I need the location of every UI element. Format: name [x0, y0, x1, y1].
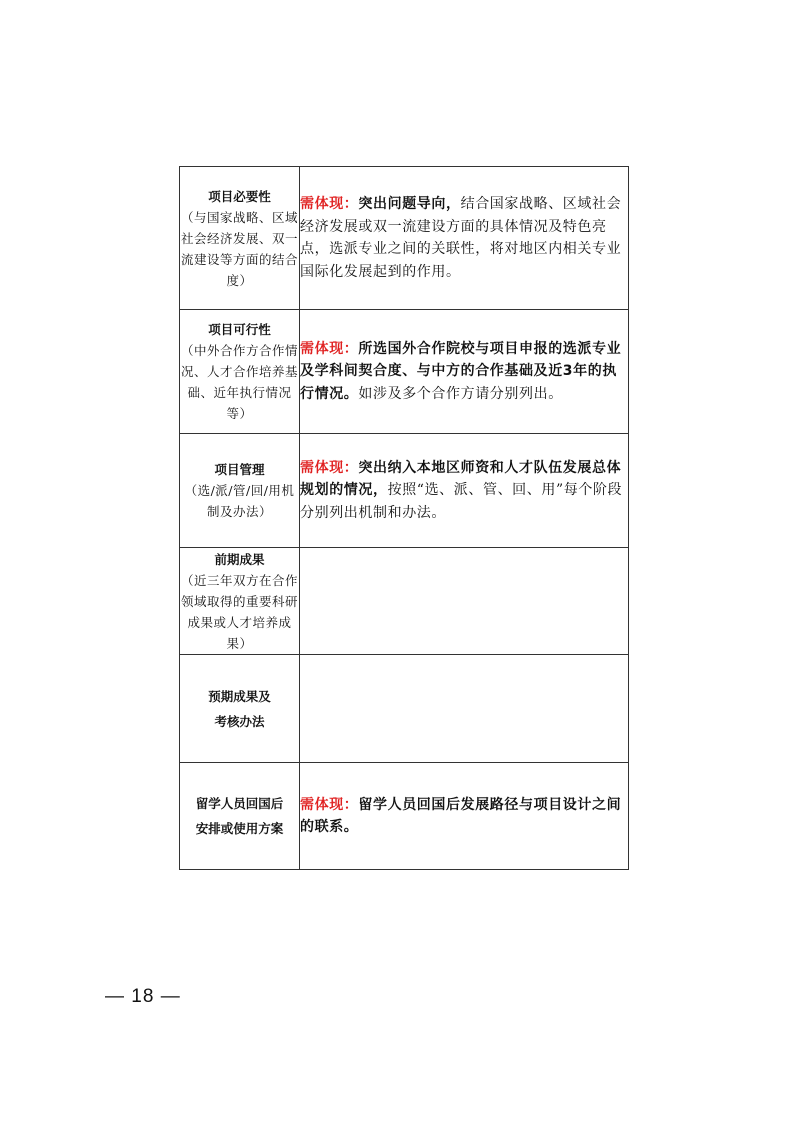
necessity-req-label: 需体现： [300, 196, 359, 212]
return-arrangement-content-cell[interactable] [300, 763, 629, 870]
management-req-text: 按照“选、派、管、回、用”每个阶段分别列出机制和办法。 [300, 482, 623, 521]
expected-results-title-line1: 预期成果及 [208, 688, 271, 704]
prior-results-label-cell [180, 548, 300, 655]
necessity-label-cell [180, 167, 300, 310]
management-req-label: 需体现： [300, 459, 359, 476]
feasibility-req-text: 如涉及多个合作方请分别列出。 [358, 385, 563, 402]
return-arrangement-title-line2: 安排或使用方案 [195, 821, 284, 836]
necessity-title: 项目必要性 [208, 188, 271, 204]
management-label-cell [180, 434, 300, 548]
expected-results-row [180, 655, 629, 763]
expected-results-title-line2: 考核办法 [214, 713, 265, 729]
feasibility-subtitle: （中外合作方合作情况、人才合作培养基础、近年执行情况等） [180, 343, 298, 421]
return-arrangement-req-label: 需体现： [300, 796, 359, 813]
feasibility-req-label: 需体现： [300, 340, 359, 357]
expected-results-content-cell[interactable] [300, 655, 629, 763]
necessity-req-bold: 突出问题导向， [358, 196, 461, 212]
prior-results-content-cell[interactable] [300, 548, 629, 655]
management-subtitle: （选/派/管/回/用机制及办法） [184, 483, 295, 519]
necessity-content-cell[interactable] [300, 167, 629, 310]
feasibility-title: 项目可行性 [208, 322, 271, 337]
feasibility-content-cell[interactable] [300, 310, 629, 434]
prior-results-title: 前期成果 [214, 551, 265, 567]
feasibility-req-bold: 所选国外合作院校与项目申报的选派专业及学科间契合度、与中方的合作基础及近3年的执行情况。 [300, 340, 622, 402]
prior-results-row [180, 548, 629, 655]
application-form-table [179, 166, 629, 870]
management-content-cell[interactable] [300, 434, 629, 548]
necessity-row [180, 167, 629, 310]
feasibility-label-cell [180, 310, 300, 434]
management-row [180, 434, 629, 548]
return-arrangement-row [180, 763, 629, 870]
expected-results-label-cell [180, 655, 300, 763]
feasibility-row [180, 310, 629, 434]
return-arrangement-req-bold: 留学人员回国后发展路径与项目设计之间的联系。 [300, 796, 622, 835]
necessity-subtitle: （与国家战略、区域社会经济发展、双一流建设等方面的结合度） [180, 209, 298, 288]
return-arrangement-title-line1: 留学人员回国后 [195, 796, 284, 811]
necessity-req-text: 结合国家战略、区域社会经济发展或双一流建设方面的具体情况及特色亮点，选派专业之间的关联性，将对地区内相关专业国际化发展起到的作用。 [300, 196, 622, 280]
page-number: — 18 — [105, 986, 181, 1007]
management-req-bold: 突出纳入本地区师资和人才队伍发展总体规划的情况， [300, 459, 622, 499]
return-arrangement-label-cell [180, 763, 300, 870]
management-title: 项目管理 [214, 462, 265, 477]
prior-results-subtitle: （近三年双方在合作领域取得的重要科研成果或人才培养成果） [180, 572, 298, 651]
